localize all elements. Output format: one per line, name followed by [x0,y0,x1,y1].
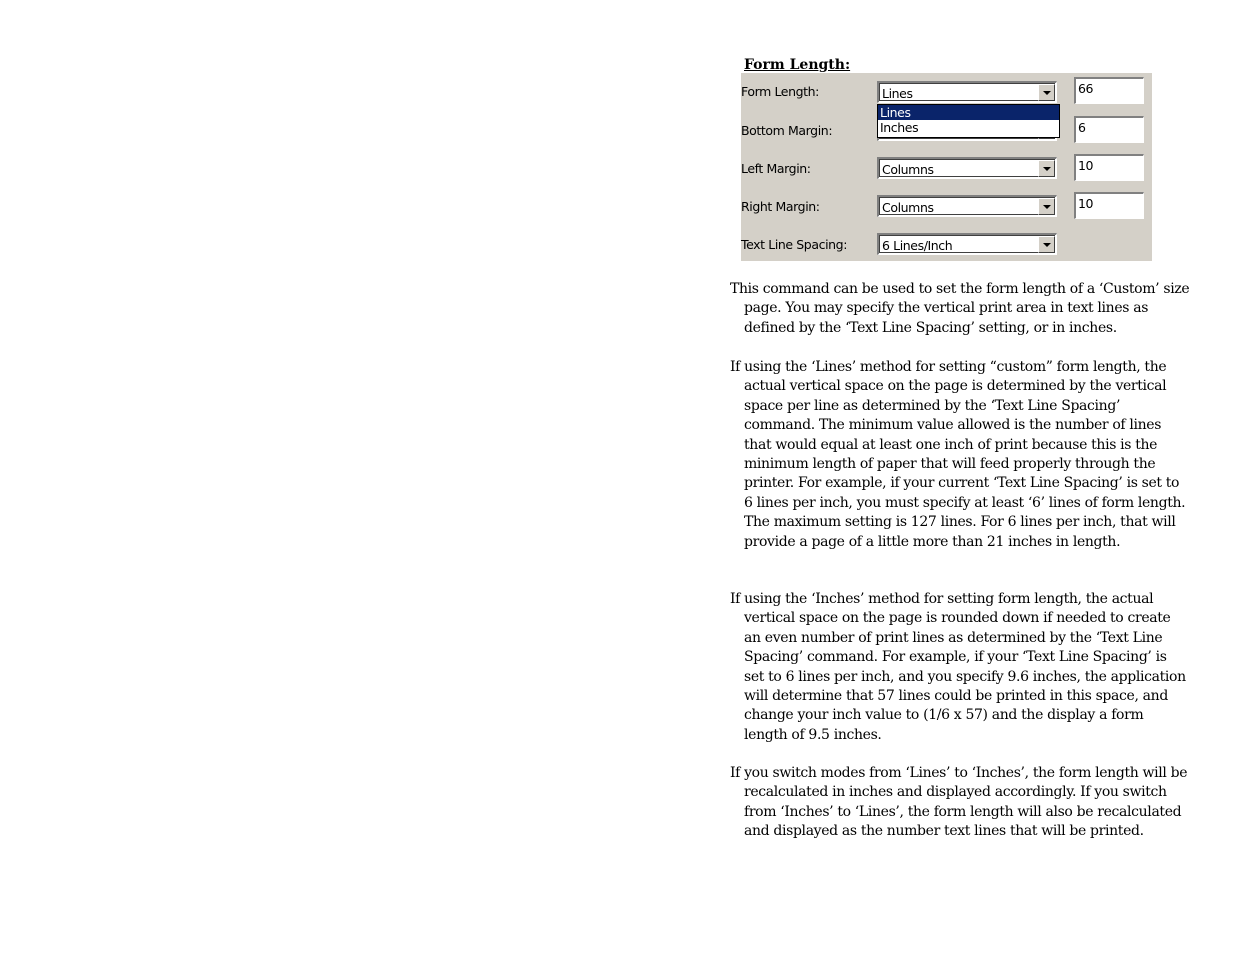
form-length-unit-select[interactable] [877,81,1057,103]
text-line-spacing-select[interactable] [877,233,1057,255]
left-margin-input[interactable] [1074,154,1144,181]
paragraph-inches-method: If using the ‘Inches’ method for setting form length, the actual vertical space on the page is rounded down if needed to create an even number of print lines as determined by the ‘Text Line Spacing’ command. For example, if your ‘Text Line Spacing’ is set to 6 lines per inch, and you specify 9.6 inches, the application will determine that 57 lines could be printed in this space, and change your inch value to (1/6 x 57) and the display a form length of 9.5 inches. [730,591,1186,743]
left-margin-value: 10 [1078,158,1094,173]
left-margin-unit-select[interactable] [877,157,1057,179]
left-margin-label: Left Margin: [741,161,811,176]
form-length-value: 66 [1078,81,1094,96]
chevron-down-icon[interactable] [1038,236,1055,253]
right-margin-unit-value: Columns [882,200,934,215]
bottom-margin-value: 6 [1078,120,1086,135]
right-margin-input[interactable] [1074,192,1144,219]
right-margin-unit-select[interactable] [877,195,1057,217]
form-length-label: Form Length: [741,84,819,99]
chevron-down-icon[interactable] [1038,160,1055,177]
section-heading: Form Length: [744,57,851,73]
form-length-unit-dropdown [877,104,1060,138]
text-line-spacing-value: 6 Lines/Inch [882,238,953,253]
dropdown-option-inches[interactable]: Inches [880,120,919,135]
bottom-margin-input[interactable] [1074,116,1144,143]
bottom-margin-label: Bottom Margin: [741,123,833,138]
text-line-spacing-label: Text Line Spacing: [741,237,848,252]
dropdown-option-lines[interactable]: Lines [878,105,1059,120]
paragraph-lines-method: If using the ‘Lines’ method for setting “custom” form length, the actual vertical space on the page is determined by the vertical space per line as determined by the ‘Text Line Spacing’ command. The minimum value allowed is the number of lines that would equal at least one inch of print because this is the minimum length of paper that will feed properly through the printer. For example, if your current ‘Text Line Spacing’ is set to 6 lines per inch, you must specify at least ‘6’ lines of form length. The maximum setting is 127 lines. For 6 lines per inch, that will provide a page of a little more than 21 inches in length. [730,359,1186,550]
left-margin-unit-value: Columns [882,162,934,177]
paragraph-switch-modes: If you switch modes from ‘Lines’ to ‘Inches’, the form length will be recalculated in inches and displayed accordingly. If you switch from ‘Inches’ to ‘Lines’, the form length will also be recalculated and displayed as the number text lines that will be printed. [730,765,1188,840]
chevron-down-icon[interactable] [1038,84,1055,101]
chevron-down-icon[interactable] [1038,198,1055,215]
right-margin-value: 10 [1078,196,1094,211]
form-length-input[interactable] [1074,77,1144,104]
right-margin-label: Right Margin: [741,199,820,214]
form-length-unit-value: Lines [882,86,913,101]
form-length-dialog [741,73,1152,261]
paragraph-intro: This command can be used to set the form length of a ‘Custom’ size page. You may specify the vertical print area in text lines as defined by the ‘Text Line Spacing’ setting, or in inches. [730,281,1190,336]
